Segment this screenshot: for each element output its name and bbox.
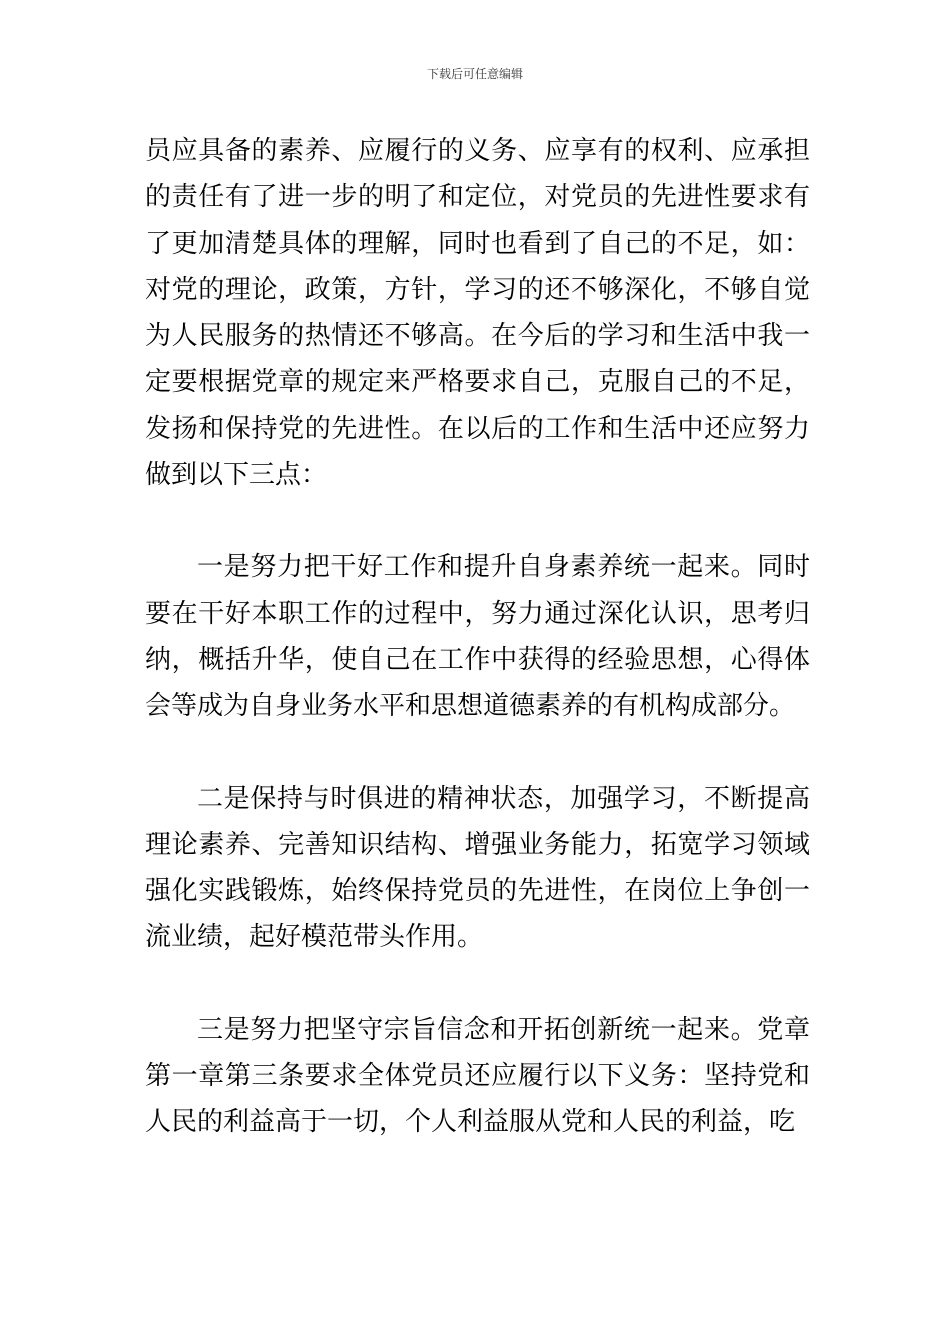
paragraph-gap bbox=[145, 498, 810, 544]
paragraph-gap bbox=[145, 730, 810, 776]
paragraph-point-two: 二是保持与时俱进的精神状态，加强学习，不断提高理论素养、完善知识结构、增强业务能力，拓宽学习领域强化实践锻炼，始终保持党员的先进性，在岗位上争创一流业绩，起好模范带头作用。 bbox=[145, 783, 810, 953]
paragraph-intro: 员应具备的素养、应履行的义务、应享有的权利、应承担的责任有了进一步的明了和定位，对党员的先进性要求有了更加清楚具体的理解，同时也看到了自己的不足，如：对党的理论，政策，方针，学习的还不够深化，不够自觉为人民服务的热情还不够高。在今后的学习和生活中我一定要根据党章的规定来严格要求自己，克服自己的不足，发扬和保持党的先进性。在以后的工作和生活中还应努力做到以下三点： bbox=[145, 136, 810, 491]
paragraph-gap bbox=[145, 961, 810, 1007]
page-header: 下载后可任意编辑 bbox=[426, 67, 523, 81]
paragraph-point-one: 一是努力把干好工作和提升自身素养统一起来。同时要在干好本职工作的过程中，努力通过深化认识，思考归纳，概括升华，使自己在工作中获得的经验思想，心得体会等成为自身业务水平和思想道德素养的有机构成部分。 bbox=[145, 552, 810, 722]
document-body bbox=[145, 128, 810, 1146]
paragraph-point-three: 三是努力把坚守宗旨信念和开拓创新统一起来。党章第一章第三条要求全体党员还应履行以下义务：坚持党和人民的利益高于一切，个人利益服从党和人民的利益，吃 bbox=[145, 1014, 810, 1138]
